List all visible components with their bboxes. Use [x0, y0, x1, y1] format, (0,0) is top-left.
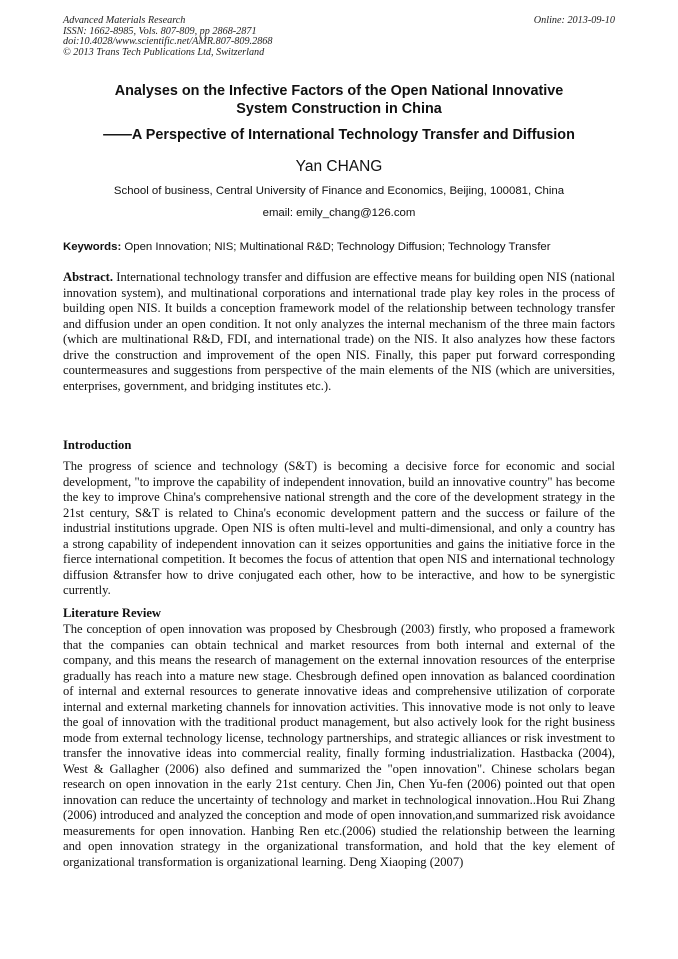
author-email: email: emily_chang@126.com: [262, 207, 416, 219]
keywords-text: Open Innovation; NIS; Multinational R&D; Technology Diffusion; Technology Transfer: [121, 241, 551, 253]
literature-review-text: The conception of open innovation was proposed by Chesbrough (2003) firstly, who proposed a framework that the companies can obtain technical and market resources from both internal and external of the company, and this means the research of management on the external innovation resources of the enterprise gradually has reach into a mature new stage. Chesbrough defined open innovation as balanced coordination of internal and external resources to generate innovative ideas and comprehensive utilization of corporate internal and external marketing channels for innovation activities. This innovative mode is not only to leave the goal of innovation with the traditional product management, but also actively look for the right business mode from external technology license, technology partnerships, and strategic alliances or risk investment to transfer the innovative ideas into commercial reality, finally forming industrialization. Hastbacka (2004), West & Gallagher (2006) also defined and summarized the "open innovation". Chinese scholars began research on open innovation in the early 21st century. Chen Jin, Chen Yu-fen (2006) pointed out that open innovation can reduce the uncertainty of technology and market in technological innovation..Hou Rui Zhang (2006) introduced and analyzed the conception and mode of open innovation,and summarized risk avoidance measurements for open innovation. Hanbing Ren etc.(2006) studied the relationship between the learning and open innovation strategy in the organizational transformation, and hold that the key element of organizational transformation is organizational learning. Deng Xiaoping (2007): [63, 622, 615, 869]
author-affiliation: School of business, Central University of Finance and Economics, Beijing, 100081, China: [113, 185, 565, 197]
online-date: Online: 2013-09-10: [533, 15, 615, 26]
issn-line: ISSN: 1662-8985, Vols. 807-809, pp 2868-2871: [63, 25, 257, 37]
title-line-2: System Construction in China: [236, 100, 442, 117]
literature-review-paragraph: [63, 622, 615, 870]
abstract-label: Abstract.: [63, 270, 114, 284]
introduction-text: The progress of science and technology (S&T) is becoming a decisive force for economic and social development, "to improve the capability of independent innovation, build an innovative country" has become the key to improve China's comprehensive national strength and the core of the development strategy in the 21st century, S&T is related to China's economic development pattern and the success or failure of the industrial institutions upgrade. Open NIS is often multi-level and multi-dimensional, and only a country has a strong capability of independent innovation can it seizes opportunities and gains the initiative force in the fierce international competition. It becomes the focus of attention that open NIS and international technology diffusion &transfer how to drive conjugated each other, how to be interactive, and how to be synergistic currently.: [63, 459, 615, 597]
paper-title: [63, 83, 615, 118]
keywords-line: [63, 240, 623, 254]
literature-review-heading: Literature Review: [63, 606, 162, 620]
title-line-1: Analyses on the Infective Factors of the Open National Innovative: [114, 83, 564, 99]
journal-name: Advanced Materials Research: [63, 15, 186, 26]
paper-subtitle: ——A Perspective of International Technology Transfer and Diffusion: [103, 127, 575, 143]
keywords-label: Keywords:: [63, 241, 122, 253]
abstract-paragraph: [63, 270, 615, 394]
introduction-heading: Introduction: [63, 438, 132, 452]
introduction-paragraph: [63, 459, 615, 599]
doi-line: doi:10.4028/www.scientific.net/AMR.807-809.2868: [63, 36, 273, 48]
abstract-text: International technology transfer and diffusion are effective means for building open NIS (national innovation system), and multinational corporations and international trade play key roles in the process of building open NIS. It builds a conception framework model of the relationship between technology transfer and diffusion under an open condition. It not only analyzes the internal mechanism of the three main factors (which are multinational R&D, FDI, and international trade) on the NIS. It also analyzes how these factors drive the construction and improvement of the open NIS. Finally, this paper put forward corresponding countermeasures and suggestions from perspective of the main elements of the NIS (which are universities, enterprises, government, and bridging institutes etc.).: [63, 270, 615, 393]
journal-header: [63, 16, 615, 58]
copyright-line: © 2013 Trans Tech Publications Ltd, Switzerland: [63, 46, 265, 58]
author-name: Yan CHANG: [295, 158, 383, 175]
